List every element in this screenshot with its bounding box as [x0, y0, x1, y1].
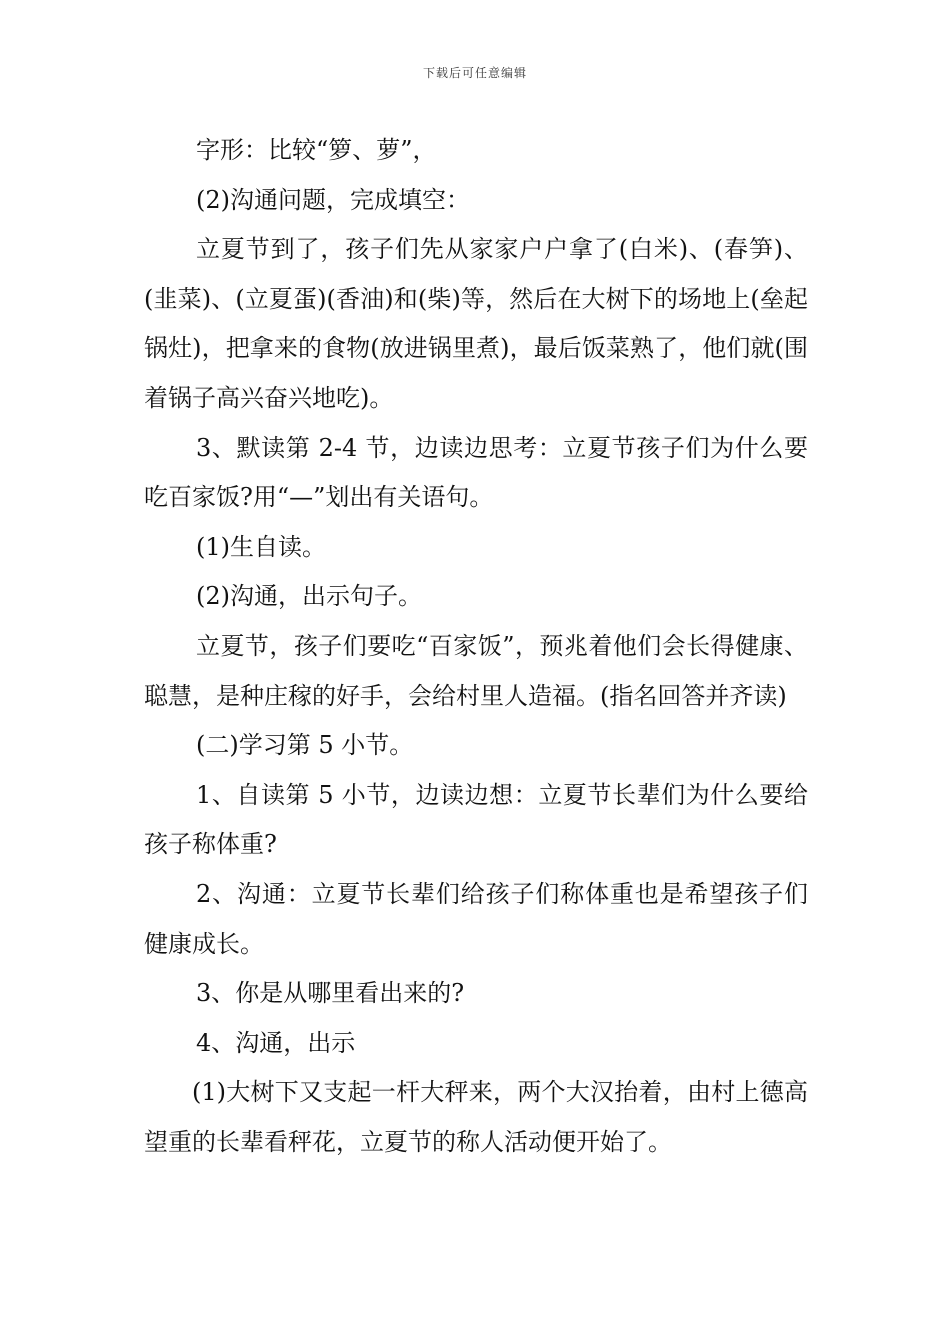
paragraph: 立夏节到了，孩子们先从家家户户拿了(白米)、(春笋)、(韭菜)、(立夏蛋)(香油)和(柴)等，然后在大树下的场地上(垒起锅灶)，把拿来的食物(放进锅里煮)，最后饭菜熟了，他们就(围着锅子高兴奋兴地吃)。 [144, 235, 808, 412]
page-header: 下载后可任意编辑 [422, 66, 527, 80]
paragraph: (二)学习第 5 小节。 [196, 731, 414, 760]
paragraph: 字形：比较“箩、萝”， [196, 136, 437, 164]
paragraph: (2)沟通问题，完成填空： [196, 185, 470, 214]
paragraph: (2)沟通，出示句子。 [196, 582, 422, 611]
paragraph: 3、你是从哪里看出来的? [196, 979, 465, 1008]
paragraph: 3、默读第 2-4 节，边读边思考：立夏节孩子们为什么要吃百家饭?用“—”划出有关语句。 [144, 433, 808, 512]
document-body [144, 126, 808, 1167]
paragraph: (1)生自读。 [196, 532, 326, 561]
paragraph: 立夏节，孩子们要吃“百家饭”，预兆着他们会长得健康、聪慧，是种庄稼的好手，会给村里人造福。(指名回答并齐读) [144, 631, 808, 710]
paragraph: 4、沟通，出示 [196, 1028, 356, 1057]
paragraph: 2、沟通：立夏节长辈们给孩子们称体重也是希望孩子们健康成长。 [144, 879, 808, 958]
paragraph: (1)大树下又支起一杆大秤来，两个大汉抬着，由村上德高望重的长辈看秤花，立夏节的称人活动便开始了。 [144, 1078, 808, 1156]
paragraph: 1、自读第 5 小节，边读边想：立夏节长辈们为什么要给孩子称体重? [144, 780, 808, 859]
